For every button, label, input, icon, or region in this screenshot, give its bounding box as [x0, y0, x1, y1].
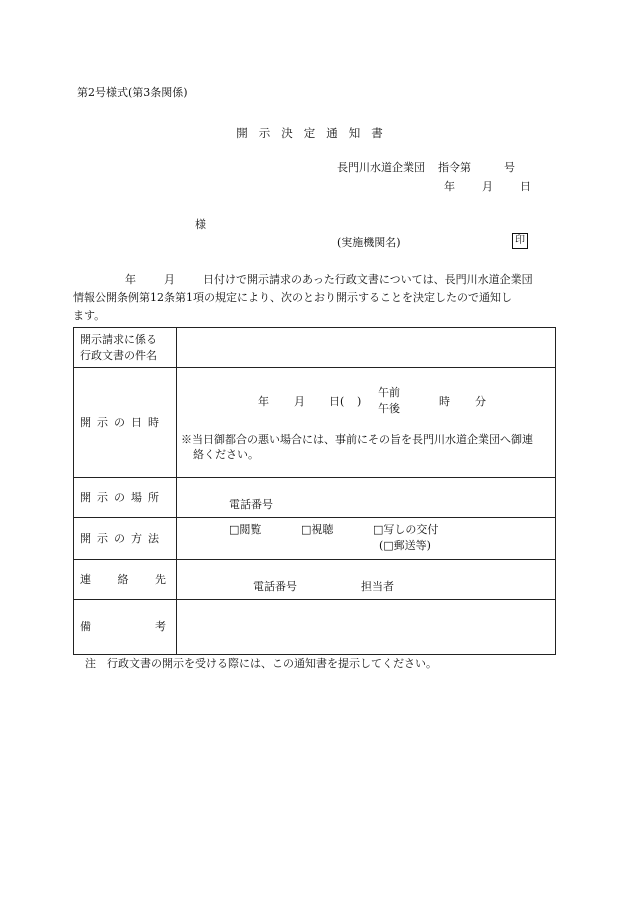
datetime-label: 開示の日時 [74, 368, 177, 478]
method-option-view[interactable]: □閲覧 [229, 523, 262, 536]
reference-prefix: 指令第 [438, 161, 471, 174]
dt-pm: 午後 [378, 402, 400, 415]
body-month: 月 [164, 273, 175, 286]
subject-label: 開示請求に係る 行政文書の件名 [74, 328, 177, 368]
dt-note-line-1: ※当日御都合の悪い場合には、事前にその旨を長門川水道企業団へ御連 [181, 433, 533, 446]
dt-paren: ) [357, 395, 362, 408]
method-label: 開示の方法 [74, 518, 177, 560]
footer-note: 注 行政文書の開示を受ける際には、この通知書を提示してください。 [85, 657, 437, 670]
dt-month: 月 [294, 395, 305, 408]
table-row-subject [74, 328, 556, 368]
method-option-mail[interactable]: (□郵送等) [379, 539, 431, 552]
table-row-datetime [74, 368, 556, 478]
dt-note-line-2: 絡ください。 [193, 448, 259, 461]
place-phone-label: 電話番号 [229, 498, 273, 511]
body-line-2: 情報公開条例第12条第1項の規定により、次のとおり開示することを決定したので通知し [73, 291, 512, 304]
table-row-contact [74, 560, 556, 600]
date-month: 月 [482, 180, 493, 193]
body-year: 年 [125, 273, 136, 286]
issue-date [444, 180, 531, 194]
contact-person-label: 担当者 [361, 580, 394, 593]
addressee-suffix: 様 [195, 218, 206, 231]
body-paragraph [73, 271, 563, 325]
date-day: 日 [520, 180, 531, 193]
seal-mark: 印 [512, 233, 528, 249]
agency-name-label: (実施機関名) [337, 236, 401, 249]
disclosure-details-table [73, 327, 556, 655]
form-number-label: 第2号様式(第3条関係) [77, 86, 188, 99]
date-year: 年 [444, 180, 455, 193]
body-line-1 [73, 271, 563, 289]
remarks-label: 備 考 [74, 600, 177, 655]
table-row-place [74, 478, 556, 518]
contact-label: 連 絡 先 [74, 560, 177, 600]
method-option-listen[interactable]: □視聴 [301, 523, 334, 536]
contact-phone-label: 電話番号 [253, 580, 297, 593]
place-label: 開示の場所 [74, 478, 177, 518]
table-row-method [74, 518, 556, 560]
subject-value[interactable] [177, 328, 556, 368]
issuer-line [337, 161, 515, 175]
method-option-copy[interactable]: □写しの交付 [373, 523, 439, 536]
contact-value[interactable] [177, 560, 556, 600]
dt-hour: 時 [439, 395, 450, 408]
body-line-3: ます。 [73, 309, 106, 322]
body-line-1-text: 日付けで開示請求のあった行政文書については、長門川水道企業団 [203, 273, 533, 286]
issuer-org: 長門川水道企業団 [337, 161, 425, 174]
table-row-remarks [74, 600, 556, 655]
document-title: 開示決定通知書 [236, 126, 394, 140]
dt-am: 午前 [378, 386, 400, 399]
datetime-value[interactable] [177, 368, 556, 478]
remarks-value[interactable] [177, 600, 556, 655]
dt-minute: 分 [475, 395, 486, 408]
method-value [177, 518, 556, 560]
dt-year: 年 [258, 395, 269, 408]
reference-suffix: 号 [504, 161, 515, 174]
dt-day: 日( [329, 395, 345, 408]
place-value[interactable] [177, 478, 556, 518]
